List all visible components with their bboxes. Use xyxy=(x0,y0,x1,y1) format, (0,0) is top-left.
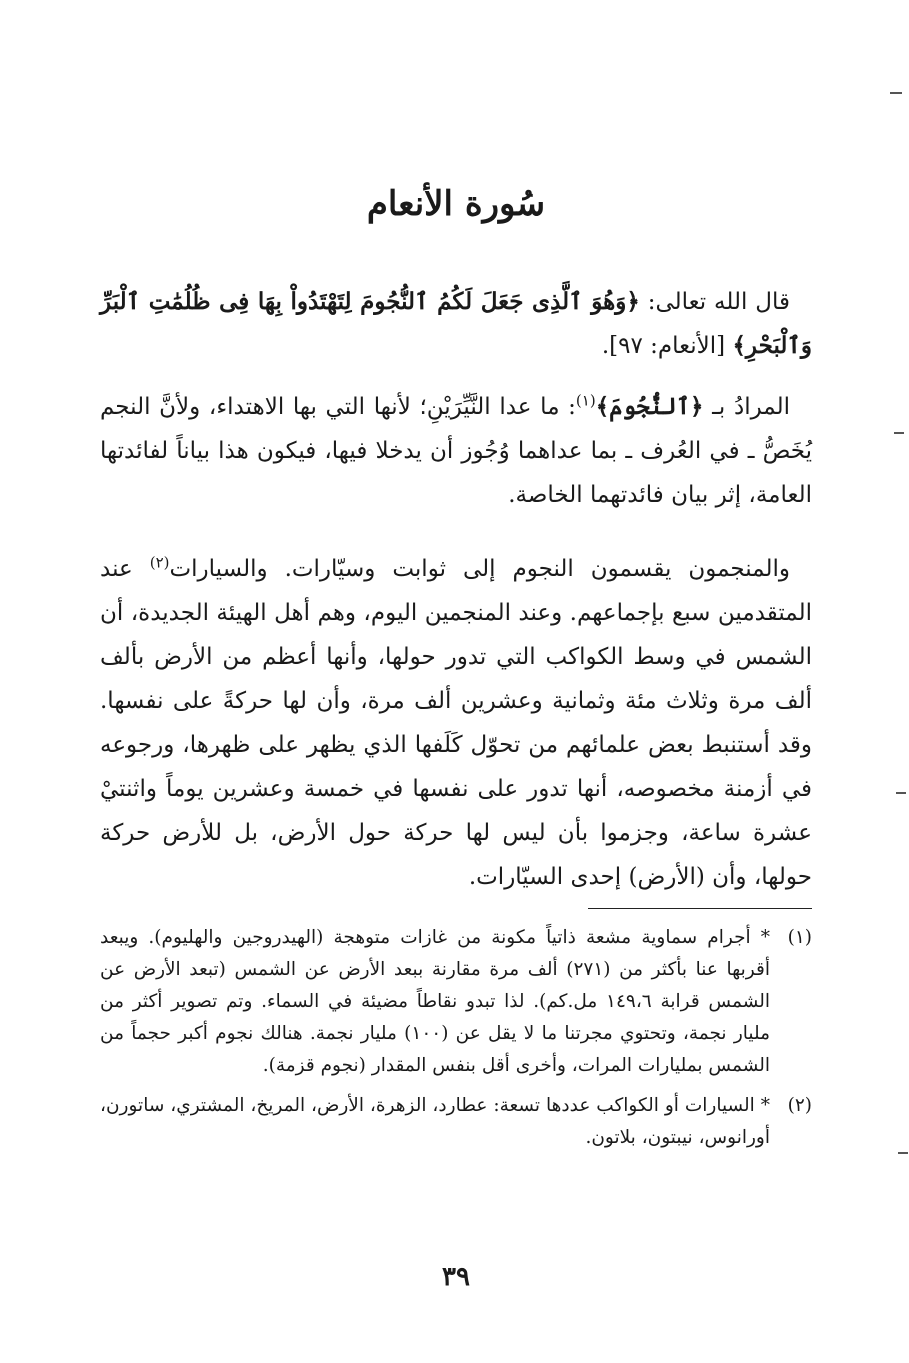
verse-paragraph xyxy=(100,280,812,368)
footnote-text: * أجرام سماوية مشعة ذاتياً مكونة من غازات متوهجة (الهيدروجين والهليوم). ويبعد أقربها عنا بأكثر من (٢٧١) ألف مرة مقارنة ببعد الأرض عن الشمس (تبعد الأرض عن الشمس قرابة ١٤٩،٦ مل.كم). لذا تبدو نقاطاً مضيئة في السماء. وتم تصوير أكثر من مليار نجمة، وتحتوي مجرتنا ما لا يقل عن (١٠٠) مليار نجمة. هنالك نجوم أكبر حجماً من الشمس بمليارات المرات، وأخرى أقل بنفس المقدار (نجوم قزمة). xyxy=(100,927,771,1076)
commentary-body: عند المتقدمين سبع بإجماعهم. وعند المنجمين اليوم، وهم أهل الهيئة الجديدة، أن الشمس في وسط الكواكب التي تدور حولها، وأنها أعظم من الأرض بألف ألف مرة وثلاث مئة وثمانية وعشرين ألف مرة، وأن لها حركةً على نفسها. وقد أستنبط بعض علمائهم من تحوّل كَلَفها الذي يظهر على ظهرها، ورجوعه في أزمنة مخصوصه، أنها تدور على نفسها في خمسة وعشرين يوماً واثنتيْ عشرة ساعة، وجزموا بأن ليس لها حركة حول الأرض، بل للأرض حركة حولها، وأن (الأرض) إحدى السيّارات. xyxy=(100,556,812,890)
verse-citation: [الأنعام: ٩٧]. xyxy=(601,333,733,359)
commentary-body: : ما عدا النَّيِّرَيْنِ؛ لأنها التي بها الاهتداء، ولأنَّ النجم يُخَصُّ ـ في العُرف ـ بما عداهما وُجُوز أن يدخلا فيها، فيكون هذا بياناً لفائدتها العامة، إثر بيان فائدتهما الخاصة. xyxy=(100,394,812,508)
scan-mark xyxy=(894,432,904,434)
footnote-number: (٢) xyxy=(787,1095,812,1116)
scan-mark xyxy=(898,1152,908,1154)
scan-mark xyxy=(896,792,906,794)
footnote-2 xyxy=(100,1090,812,1154)
footnote-text: * السيارات أو الكواكب عددها تسعة: عطارد، الزهرة، الأرض، المريخ، المشتري، ساتورن، أورانوس، نيبتون، بلاتون. xyxy=(100,1095,770,1148)
footnotes xyxy=(100,922,812,1162)
footnote-ref-2[interactable]: (٢) xyxy=(149,553,170,572)
commentary-lead: المرادُ بـ xyxy=(703,394,790,420)
book-page xyxy=(100,0,812,1363)
footnote-divider xyxy=(588,908,812,909)
footnote-1 xyxy=(100,922,812,1082)
footnote-number: (١) xyxy=(787,927,812,948)
footnote-ref-1[interactable]: (١) xyxy=(575,391,596,410)
quran-verse: ﴿وَهُوَ ٱلَّذِى جَعَلَ لَكُمُ ٱلنُّجُومَ لِتَهْتَدُواْ بِهَا فِى ظُلُمَٰتِ ٱلْبَرِّ وَٱلْبَحْرِ﴾ xyxy=(100,288,812,359)
commentary-paragraph-1 xyxy=(100,385,812,517)
surah-title: سُورة الأنعام xyxy=(366,184,546,224)
commentary-lead: والمنجمون يقسمون النجوم إلى ثوابت وسيّارات. والسيارات xyxy=(169,556,790,582)
page-number: ٣٩ xyxy=(442,1262,470,1292)
scan-mark xyxy=(890,92,902,94)
commentary-paragraph-2 xyxy=(100,547,812,899)
quran-term: ﴿ٱلنُّجُومَ﴾ xyxy=(595,393,704,420)
verse-intro: قال الله تعالى: xyxy=(639,289,790,315)
